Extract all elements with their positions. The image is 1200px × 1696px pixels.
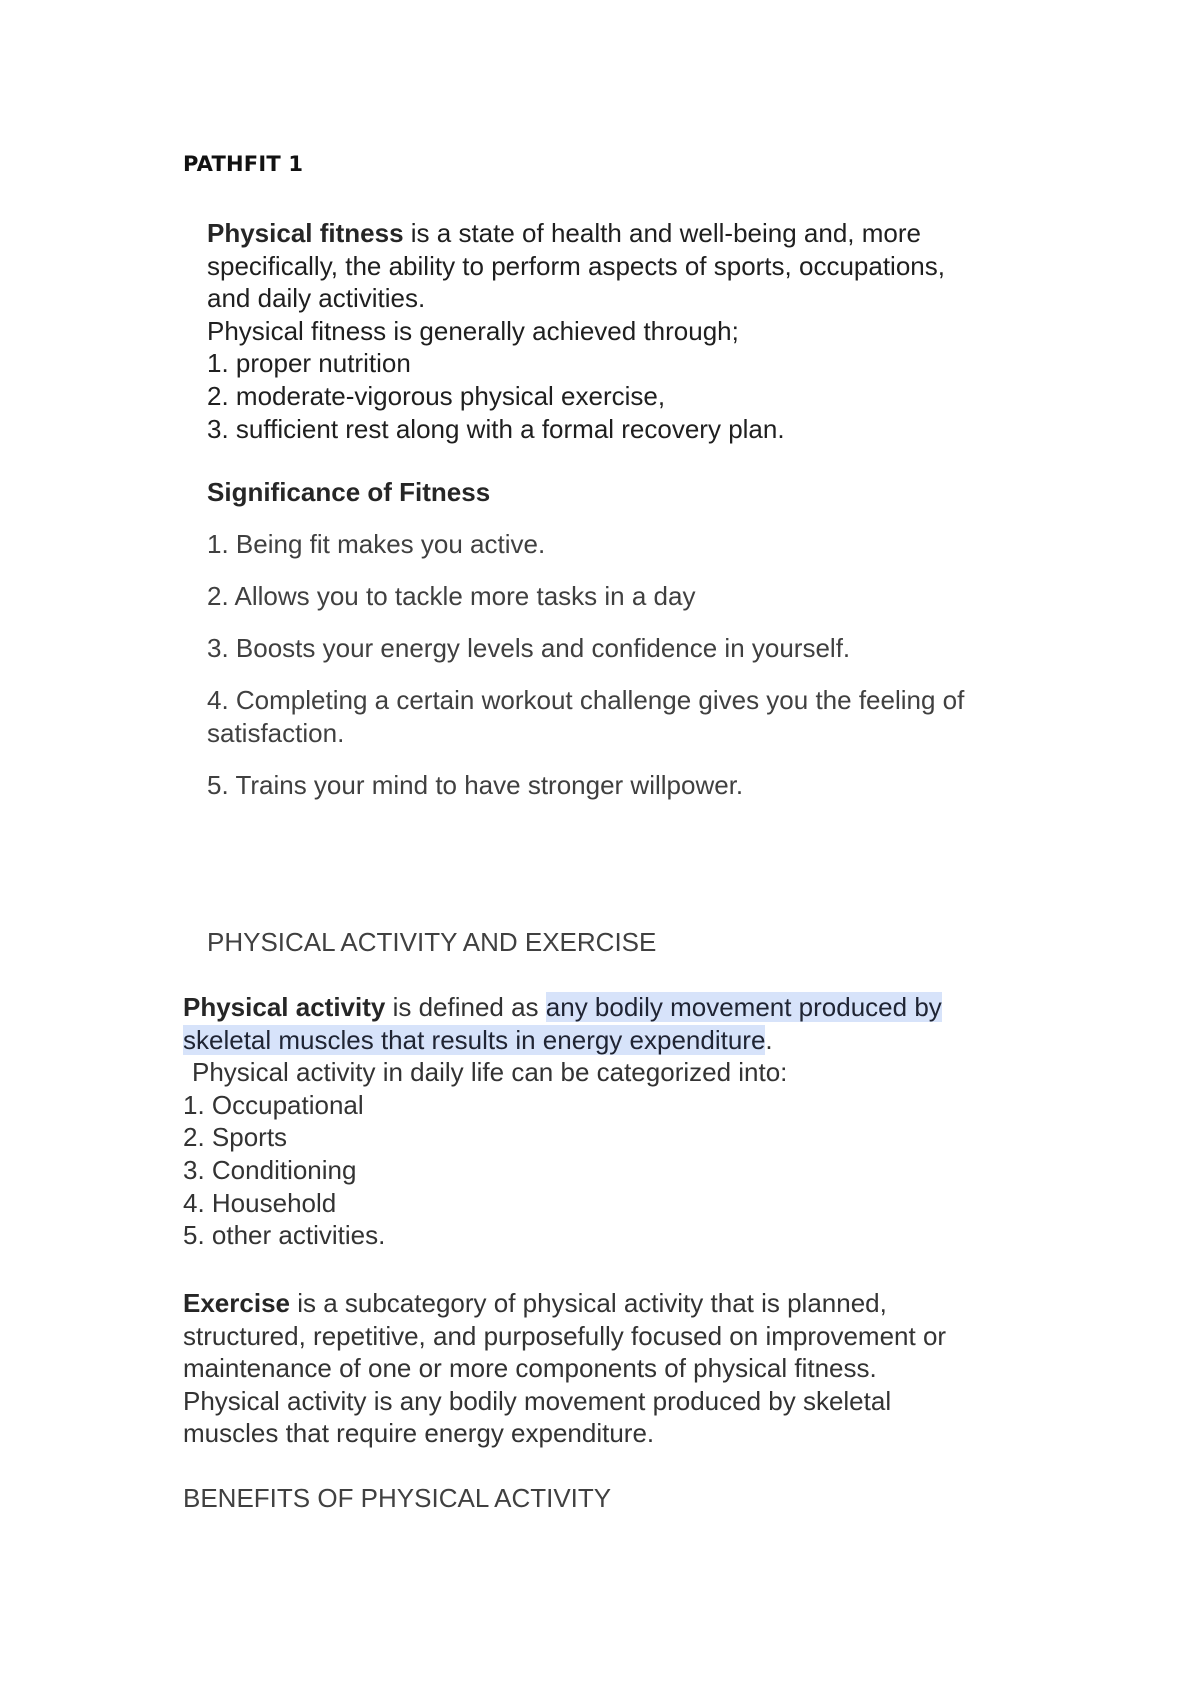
physical-activity-heading: PHYSICAL ACTIVITY AND EXERCISE (207, 927, 657, 957)
list-item: 5. Trains your mind to have stronger willpower. (207, 770, 744, 800)
physical-fitness-term: Physical fitness (207, 218, 404, 248)
list-item: 1. proper nutrition (207, 348, 411, 379)
pa-definition-line-1 (183, 991, 1063, 1024)
exercise-definition-text: is a subcategory of physical activity that is planned, (289, 1288, 887, 1318)
list-item: 2. Sports (183, 1122, 288, 1153)
highlighted-text: any bodily movement produced by (545, 992, 942, 1022)
exercise-section (183, 1287, 1063, 1450)
achieved-through-text: Physical fitness is generally achieved through; (207, 315, 739, 346)
list-item: 1. Occupational (183, 1089, 364, 1120)
significance-list (207, 528, 1027, 821)
list-item: 5. other activities. (183, 1220, 386, 1251)
list-item: 2. moderate-vigorous physical exercise, (207, 380, 666, 411)
exercise-term: Exercise (183, 1288, 290, 1318)
highlighted-text: skeletal muscles that results in energy expenditure (183, 1024, 766, 1055)
period-text: . (765, 1024, 773, 1055)
defined-as-text: is defined as (385, 992, 546, 1022)
physical-fitness-intro (207, 217, 1067, 445)
document-title: PATHFIT 1 (183, 152, 304, 176)
exercise-definition-line-4: Physical activity is any bodily movement produced by skeletal (183, 1385, 892, 1416)
list-item: 3. sufficient rest along with a formal recovery plan. (207, 413, 785, 444)
pa-definition-line-2 (183, 1024, 1063, 1057)
list-item: 4. Household (183, 1187, 337, 1218)
list-item: 3. Boosts your energy levels and confidence in yourself. (207, 633, 851, 663)
intro-definition-line-3: and daily activities. (207, 283, 426, 314)
list-item: 1. Being fit makes you active. (207, 529, 546, 559)
intro-definition-text: is a state of health and well-being and, more (403, 218, 921, 248)
categorized-text: Physical activity in daily life can be categorized into: (192, 1057, 788, 1088)
exercise-definition-line-5: muscles that require energy expenditure. (183, 1418, 655, 1449)
significance-heading: Significance of Fitness (207, 477, 491, 507)
intro-definition-line-1 (207, 217, 1067, 250)
benefits-heading: BENEFITS OF PHYSICAL ACTIVITY (183, 1483, 612, 1513)
exercise-definition-line-3: maintenance of one or more components of physical fitness. (183, 1353, 877, 1384)
exercise-definition-line-2: structured, repetitive, and purposefully focused on improvement or (183, 1320, 947, 1351)
list-item: 2. Allows you to tackle more tasks in a day (207, 581, 696, 611)
intro-definition-line-2: specifically, the ability to perform aspects of sports, occupations, (207, 250, 945, 281)
exercise-definition-line-1 (183, 1287, 1063, 1320)
physical-activity-term: Physical activity (183, 992, 386, 1022)
list-item: 4. Completing a certain workout challenge gives you the feeling of satisfaction. (207, 685, 965, 748)
list-item: 3. Conditioning (183, 1154, 357, 1185)
physical-activity-section (183, 991, 1063, 1252)
